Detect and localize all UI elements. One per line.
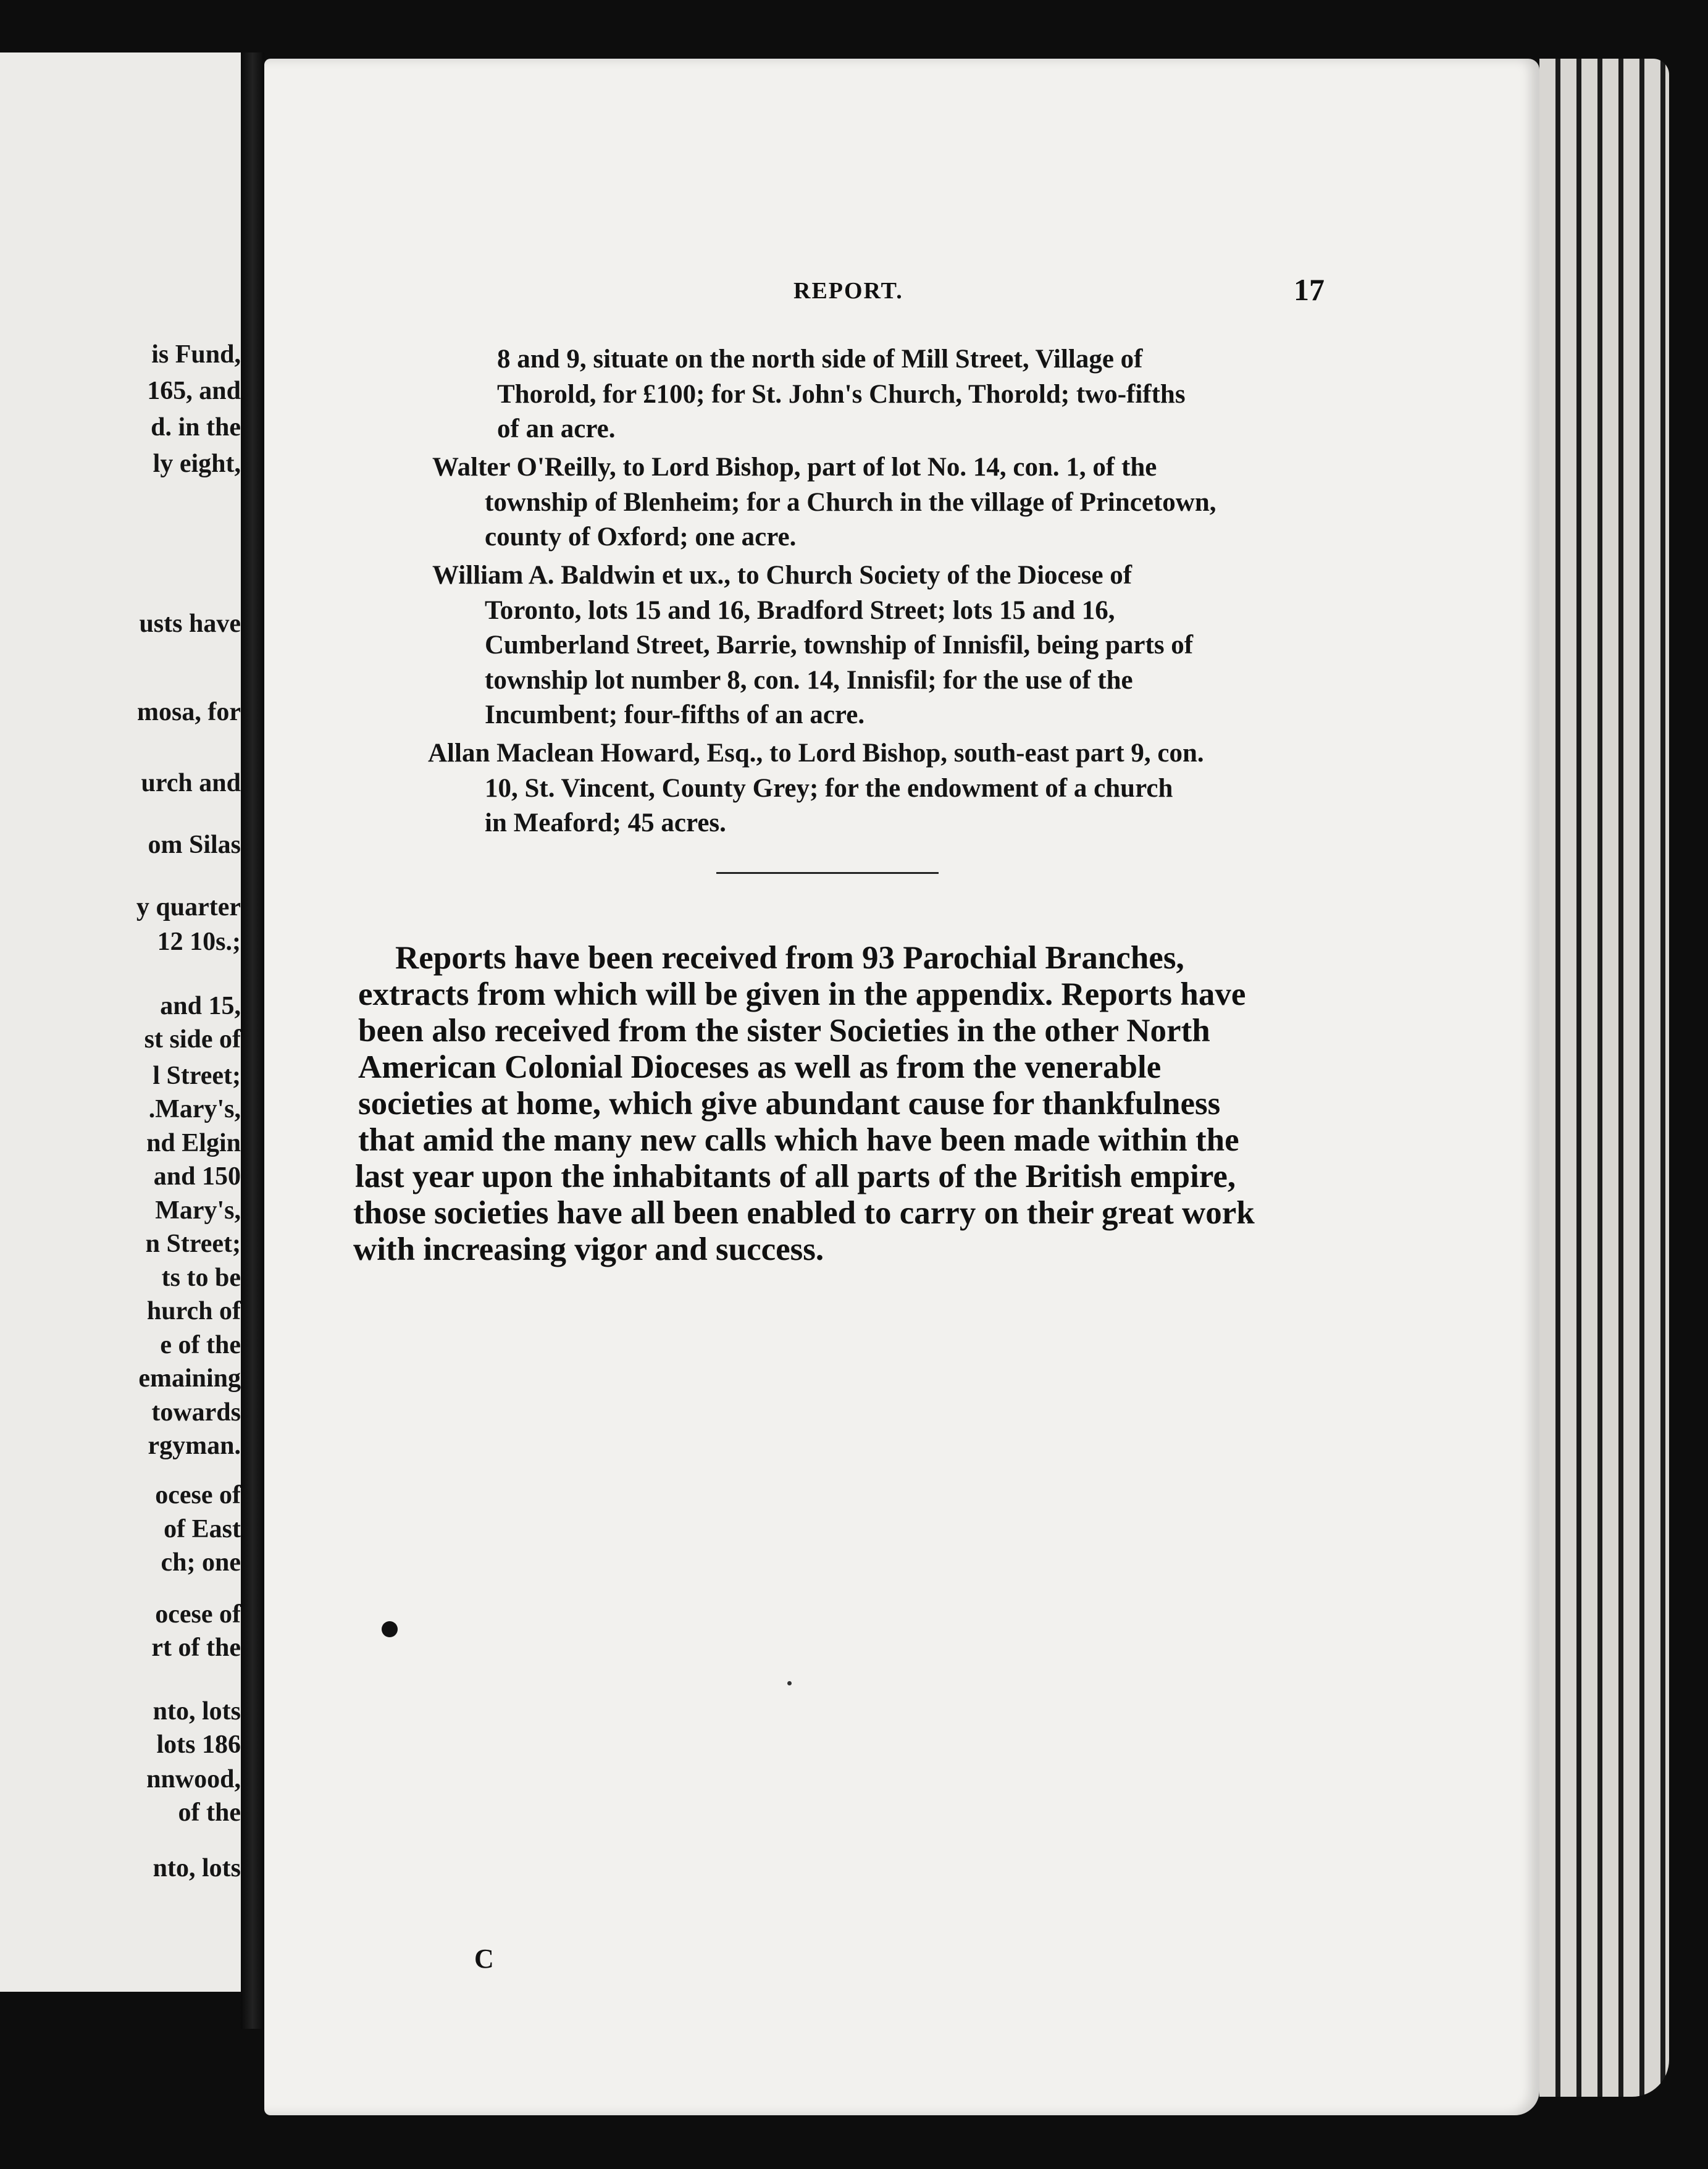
entry-line: Incumbent; four-fifths of an acre. xyxy=(485,700,865,729)
paragraph-line: that amid the many new calls which have been made within the xyxy=(358,1122,1239,1158)
left-page-fragment: usts have xyxy=(139,610,241,638)
entry-line: Thorold, for £100; for St. John's Church, Thorold; two-fifths xyxy=(497,380,1186,409)
left-page-fragment: nnwood, xyxy=(146,1765,241,1794)
entry-line: of an acre. xyxy=(497,414,616,443)
entry-line: William A. Baldwin et ux., to Church Society of the Diocese of xyxy=(432,561,1132,590)
entry-line: Walter O'Reilly, to Lord Bishop, part of lot No. 14, con. 1, of the xyxy=(432,453,1157,482)
left-page-fragment: hurch of xyxy=(146,1297,241,1325)
entry-line: Toronto, lots 15 and 16, Bradford Street; lots 15 and 16, xyxy=(485,596,1115,625)
paragraph-line: Reports have been received from 93 Parochial Branches, xyxy=(395,940,1184,976)
left-page xyxy=(0,52,241,1992)
left-page-fragment: and 150 xyxy=(153,1162,241,1191)
left-page-fragment: ocese of xyxy=(155,1481,241,1509)
left-page-fragment: l Street; xyxy=(153,1062,241,1090)
signature-mark: C xyxy=(474,1944,494,1974)
left-page-fragment: mosa, for xyxy=(137,698,241,726)
entry-line: township of Blenheim; for a Church in the village of Princetown, xyxy=(485,488,1216,517)
left-page-fragment: lots 186 xyxy=(156,1731,241,1759)
entry-line: 10, St. Vincent, County Grey; for the endowment of a church xyxy=(485,774,1173,803)
left-page-fragment: d. in the xyxy=(151,413,241,442)
entry-line: Allan Maclean Howard, Esq., to Lord Bishop, south-east part 9, con. xyxy=(428,739,1204,768)
book-gutter xyxy=(241,52,264,2029)
entry-line: township lot number 8, con. 14, Innisfil; for the use of the xyxy=(485,666,1133,695)
left-page-fragment: nd Elgin xyxy=(146,1129,241,1157)
left-page-fragment: n Street; xyxy=(145,1230,241,1258)
left-page-fragment: Mary's, xyxy=(155,1196,241,1225)
paragraph-line: societies at home, which give abundant cause for thankfulness xyxy=(358,1086,1221,1122)
left-page-fragment: 165, and xyxy=(147,377,241,405)
left-page-fragment: is Fund, xyxy=(151,340,241,369)
left-page-fragment: st side of xyxy=(144,1025,241,1054)
left-page-fragment: nto, lots xyxy=(153,1697,241,1726)
paragraph-line: extracts from which will be given in the appendix. Reports have xyxy=(358,976,1246,1012)
entry-line: Cumberland Street, Barrie, township of Innisfil, being parts of xyxy=(485,631,1194,660)
left-page-fragment: towards xyxy=(151,1398,241,1427)
left-page-fragment: y quarter xyxy=(136,893,241,921)
paragraph-line: with increasing vigor and success. xyxy=(353,1231,824,1267)
left-page-fragment: ts to be xyxy=(161,1264,241,1292)
paragraph-line: American Colonial Dioceses as well as from the venerable xyxy=(358,1049,1162,1085)
left-page-fragment: rt of the xyxy=(151,1634,241,1662)
left-page-fragment: nto, lots xyxy=(153,1854,241,1882)
paragraph-line: last year upon the inhabitants of all parts of the British empire, xyxy=(355,1159,1236,1194)
running-head: REPORT. xyxy=(793,278,903,304)
left-page-fragment: and 15, xyxy=(160,992,241,1020)
left-page-fragment: om Silas xyxy=(148,831,241,859)
paragraph-line: been also received from the sister Societies in the other North xyxy=(358,1013,1210,1049)
left-page-fragment: ocese of xyxy=(155,1600,241,1629)
left-page-fragment: ch; one xyxy=(161,1548,241,1577)
left-page-fragment: urch and xyxy=(141,769,241,797)
left-page-fragment: of East xyxy=(164,1515,241,1543)
left-page-fragment: of the xyxy=(178,1798,241,1827)
section-divider xyxy=(716,872,939,874)
entry-line: 8 and 9, situate on the north side of Mill Street, Village of xyxy=(497,345,1143,374)
left-page-fragment: emaining xyxy=(138,1364,241,1393)
left-page-fragment: rgyman. xyxy=(148,1432,241,1460)
paragraph-line: those societies have all been enabled to carry on their great work xyxy=(353,1195,1255,1231)
entry-line: county of Oxford; one acre. xyxy=(485,522,797,552)
page-edges xyxy=(1539,59,1669,2097)
left-page-fragment: .Mary's, xyxy=(148,1095,241,1123)
page-number: 17 xyxy=(1294,272,1325,307)
ink-speck xyxy=(787,1681,792,1685)
left-page-fragment: e of the xyxy=(160,1331,241,1359)
ink-dot xyxy=(382,1621,398,1637)
entry-line: in Meaford; 45 acres. xyxy=(485,808,726,837)
left-page-fragment: ly eight, xyxy=(153,450,241,478)
left-page-fragment: 12 10s.; xyxy=(157,928,241,956)
